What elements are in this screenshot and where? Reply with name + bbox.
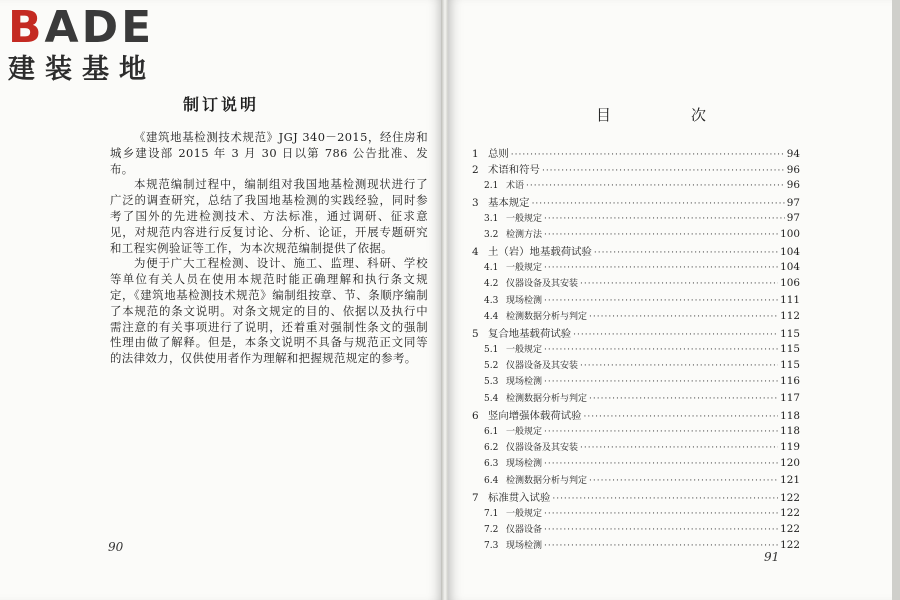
toc-chapter-row (472, 194, 800, 210)
left-page-title: 制订说明 (182, 95, 259, 114)
toc-chapter-row (472, 161, 800, 177)
toc-number: 3.1 (484, 213, 499, 224)
toc-number: 6 (472, 410, 479, 423)
toc-leader-dots (589, 476, 778, 486)
toc-page-number: 117 (780, 391, 800, 404)
logo-mark (8, 4, 156, 52)
toc-number: 4.3 (484, 295, 499, 306)
toc-leader-dots (584, 412, 779, 422)
toc-section-row (472, 342, 800, 358)
right-page-number: 91 (764, 550, 780, 564)
toc-section-row (472, 440, 800, 456)
toc-page-number: 122 (780, 539, 800, 552)
toc-page-number: 100 (780, 227, 800, 240)
toc-leader-dots (580, 443, 778, 453)
toc-leader-dots (589, 312, 778, 322)
toc-entry-title: 一般规定 (506, 508, 543, 519)
toc-chapter-row (472, 489, 800, 505)
toc-page-number: 106 (780, 277, 800, 290)
toc-entry-title: 标准贯入试验 (488, 492, 551, 505)
toc-page-number: 104 (780, 260, 800, 273)
toc-title-char: 目 (596, 106, 612, 124)
toc-number: 5.2 (484, 361, 499, 372)
toc-number: 5.1 (484, 344, 499, 355)
toc-leader-dots (552, 494, 778, 504)
toc-page-number: 120 (780, 457, 800, 470)
toc-entry-title: 现场检测 (506, 459, 543, 470)
toc-number: 4.4 (484, 311, 499, 322)
toc-section-row (472, 522, 800, 538)
toc-entry-title: 现场检测 (506, 541, 543, 552)
toc-page-number: 121 (780, 473, 800, 486)
toc-leader-dots (544, 525, 778, 535)
bade-logo (8, 4, 156, 86)
toc-section-row (472, 538, 800, 554)
toc-entry-title: 仪器设备及其安装 (506, 279, 579, 290)
toc-entry-title: 一般规定 (506, 344, 543, 355)
toc-section-row (472, 473, 800, 489)
toc-page-number: 122 (780, 506, 800, 519)
toc-leader-dots (544, 427, 778, 437)
toc-leader-dots (526, 181, 785, 191)
toc-page-number: 115 (780, 359, 800, 372)
table-of-contents (472, 145, 800, 555)
toc-number: 3 (472, 197, 479, 210)
toc-page-number: 118 (780, 424, 800, 437)
toc-page-number: 115 (780, 328, 800, 341)
toc-leader-dots (544, 230, 778, 240)
toc-leader-dots (580, 279, 778, 289)
toc-page-number: 96 (786, 164, 800, 177)
toc-page-number: 119 (780, 441, 800, 454)
toc-entry-title: 仪器设备及其安装 (506, 443, 579, 454)
toc-entry-title: 一般规定 (506, 213, 543, 224)
toc-leader-dots (594, 248, 778, 258)
left-page (0, 0, 442, 600)
toc-section-row (472, 211, 800, 227)
toc-entry-title: 总则 (488, 148, 509, 160)
toc-section-row (472, 374, 800, 390)
left-page-body (110, 130, 428, 367)
toc-entry-title: 一般规定 (506, 426, 543, 437)
toc-number: 5 (472, 328, 479, 341)
logo-mark-accent: B (8, 2, 45, 53)
toc-chapter-row (472, 407, 800, 423)
toc-number: 1 (472, 148, 479, 160)
toc-number: 2.1 (484, 180, 499, 191)
toc-entry-title: 仪器设备 (506, 524, 543, 535)
toc-title-char: 次 (690, 106, 706, 124)
toc-leader-dots (544, 459, 778, 469)
toc-page-number: 94 (786, 148, 800, 160)
toc-section-row (472, 456, 800, 472)
page-edge (892, 0, 900, 600)
toc-number: 7.3 (484, 541, 499, 552)
toc-entry-title: 术语和符号 (488, 164, 540, 177)
toc-section-row (472, 358, 800, 374)
toc-number: 6.2 (484, 443, 499, 454)
toc-entry-title: 现场检测 (506, 295, 543, 306)
toc-section-row (472, 293, 800, 309)
toc-leader-dots (544, 541, 778, 551)
toc-entry-title: 复合地基载荷试验 (488, 328, 572, 341)
toc-page-number: 97 (786, 211, 800, 224)
toc-leader-dots (544, 214, 785, 224)
toc-page-number: 122 (780, 522, 800, 535)
toc-number: 7 (472, 492, 479, 505)
paragraph: 《建筑地基检测技术规范》JGJ 340－2015，经住房和城乡建设部 2015 年 3 月 30 日以第 786 公告批准、发布。 (110, 130, 428, 176)
toc-section-row (472, 506, 800, 522)
toc-section-row (472, 276, 800, 292)
paragraph: 为便于广大工程检测、设计、施工、监理、科研、学校等单位有关人员在使用本规范时能正确理解和执行条文规定，《建筑地基检测技术规范》编制组按章、节、条顺序编制了本规范的条文说明。对条文规定的目的、依据以及执行中需注意的有关事项进行了说明，还着重对强制性条文的强制性理由做了解释。但是，本条文说明不具备与规范正文同等的法律效力，仅供使用者作为理解和把握规范规定的参考。 (110, 256, 428, 366)
toc-page-number: 122 (780, 492, 800, 505)
toc-number: 7.2 (484, 524, 499, 535)
toc-number: 4.1 (484, 262, 499, 273)
toc-section-row (472, 309, 800, 325)
toc-leader-dots (544, 509, 778, 519)
toc-leader-dots (589, 394, 778, 404)
toc-page-number: 118 (780, 410, 800, 423)
toc-chapter-row (472, 243, 800, 259)
toc-entry-title: 术语 (506, 180, 525, 191)
toc-number: 7.1 (484, 508, 499, 519)
toc-section-row (472, 227, 800, 243)
toc-number: 6.3 (484, 459, 499, 470)
toc-number: 6.1 (484, 426, 499, 437)
toc-number: 5.4 (484, 393, 499, 404)
paragraph: 本规范编制过程中，编制组对我国地基检测现状进行了广泛的调查研究，总结了我国地基检测的实践经验，同时参考了国外的先进检测技术、方法标准，通过调研、征求意见，对规范内容进行反复讨论、分析、论证，开展专题研究和工程实例验证等工作，为本次规范编制提供了依据。 (110, 177, 428, 255)
toc-entry-title: 仪器设备及其安装 (506, 361, 579, 372)
toc-section-row (472, 178, 800, 194)
toc-section-row (472, 260, 800, 276)
toc-leader-dots (580, 361, 778, 371)
toc-number: 2 (472, 164, 479, 177)
toc-number: 3.2 (484, 229, 499, 240)
toc-leader-dots (542, 166, 785, 176)
toc-leader-dots (532, 199, 785, 209)
toc-page-number: 104 (780, 246, 800, 259)
toc-leader-dots (544, 296, 778, 306)
toc-section-row (472, 391, 800, 407)
toc-entry-title: 检测数据分析与判定 (506, 311, 588, 322)
toc-entry-title: 现场检测 (506, 377, 543, 388)
toc-entry-title: 检测数据分析与判定 (506, 475, 588, 486)
toc-page-number: 112 (780, 309, 800, 322)
toc-leader-dots (573, 330, 778, 340)
toc-number: 6.4 (484, 475, 499, 486)
logo-subtitle: 建装基地 (8, 54, 156, 85)
toc-number: 4.2 (484, 279, 499, 290)
toc-chapter-row (472, 145, 800, 161)
toc-entry-title: 竖向增强体载荷试验 (488, 410, 582, 423)
toc-entry-title: 土（岩）地基载荷试验 (488, 246, 592, 259)
toc-number: 5.3 (484, 377, 499, 388)
logo-mark-rest: ADE (44, 2, 155, 53)
toc-leader-dots (544, 377, 778, 387)
toc-number: 4 (472, 246, 479, 259)
toc-chapter-row (472, 325, 800, 341)
toc-page-number: 97 (786, 197, 800, 210)
toc-entry-title: 一般规定 (506, 262, 543, 273)
toc-page-number: 116 (780, 375, 800, 388)
toc-page-number: 96 (786, 178, 800, 191)
toc-leader-dots (511, 150, 785, 160)
left-page-number: 90 (108, 540, 124, 554)
toc-page-number: 115 (780, 342, 800, 355)
toc-entry-title: 基本规定 (488, 197, 530, 210)
toc-section-row (472, 424, 800, 440)
toc-title (596, 104, 706, 125)
toc-entry-title: 检测数据分析与判定 (506, 393, 588, 404)
toc-page-number: 111 (780, 293, 800, 306)
right-page (448, 0, 892, 600)
toc-leader-dots (544, 345, 778, 355)
toc-leader-dots (544, 263, 778, 273)
toc-entry-title: 检测方法 (506, 229, 543, 240)
